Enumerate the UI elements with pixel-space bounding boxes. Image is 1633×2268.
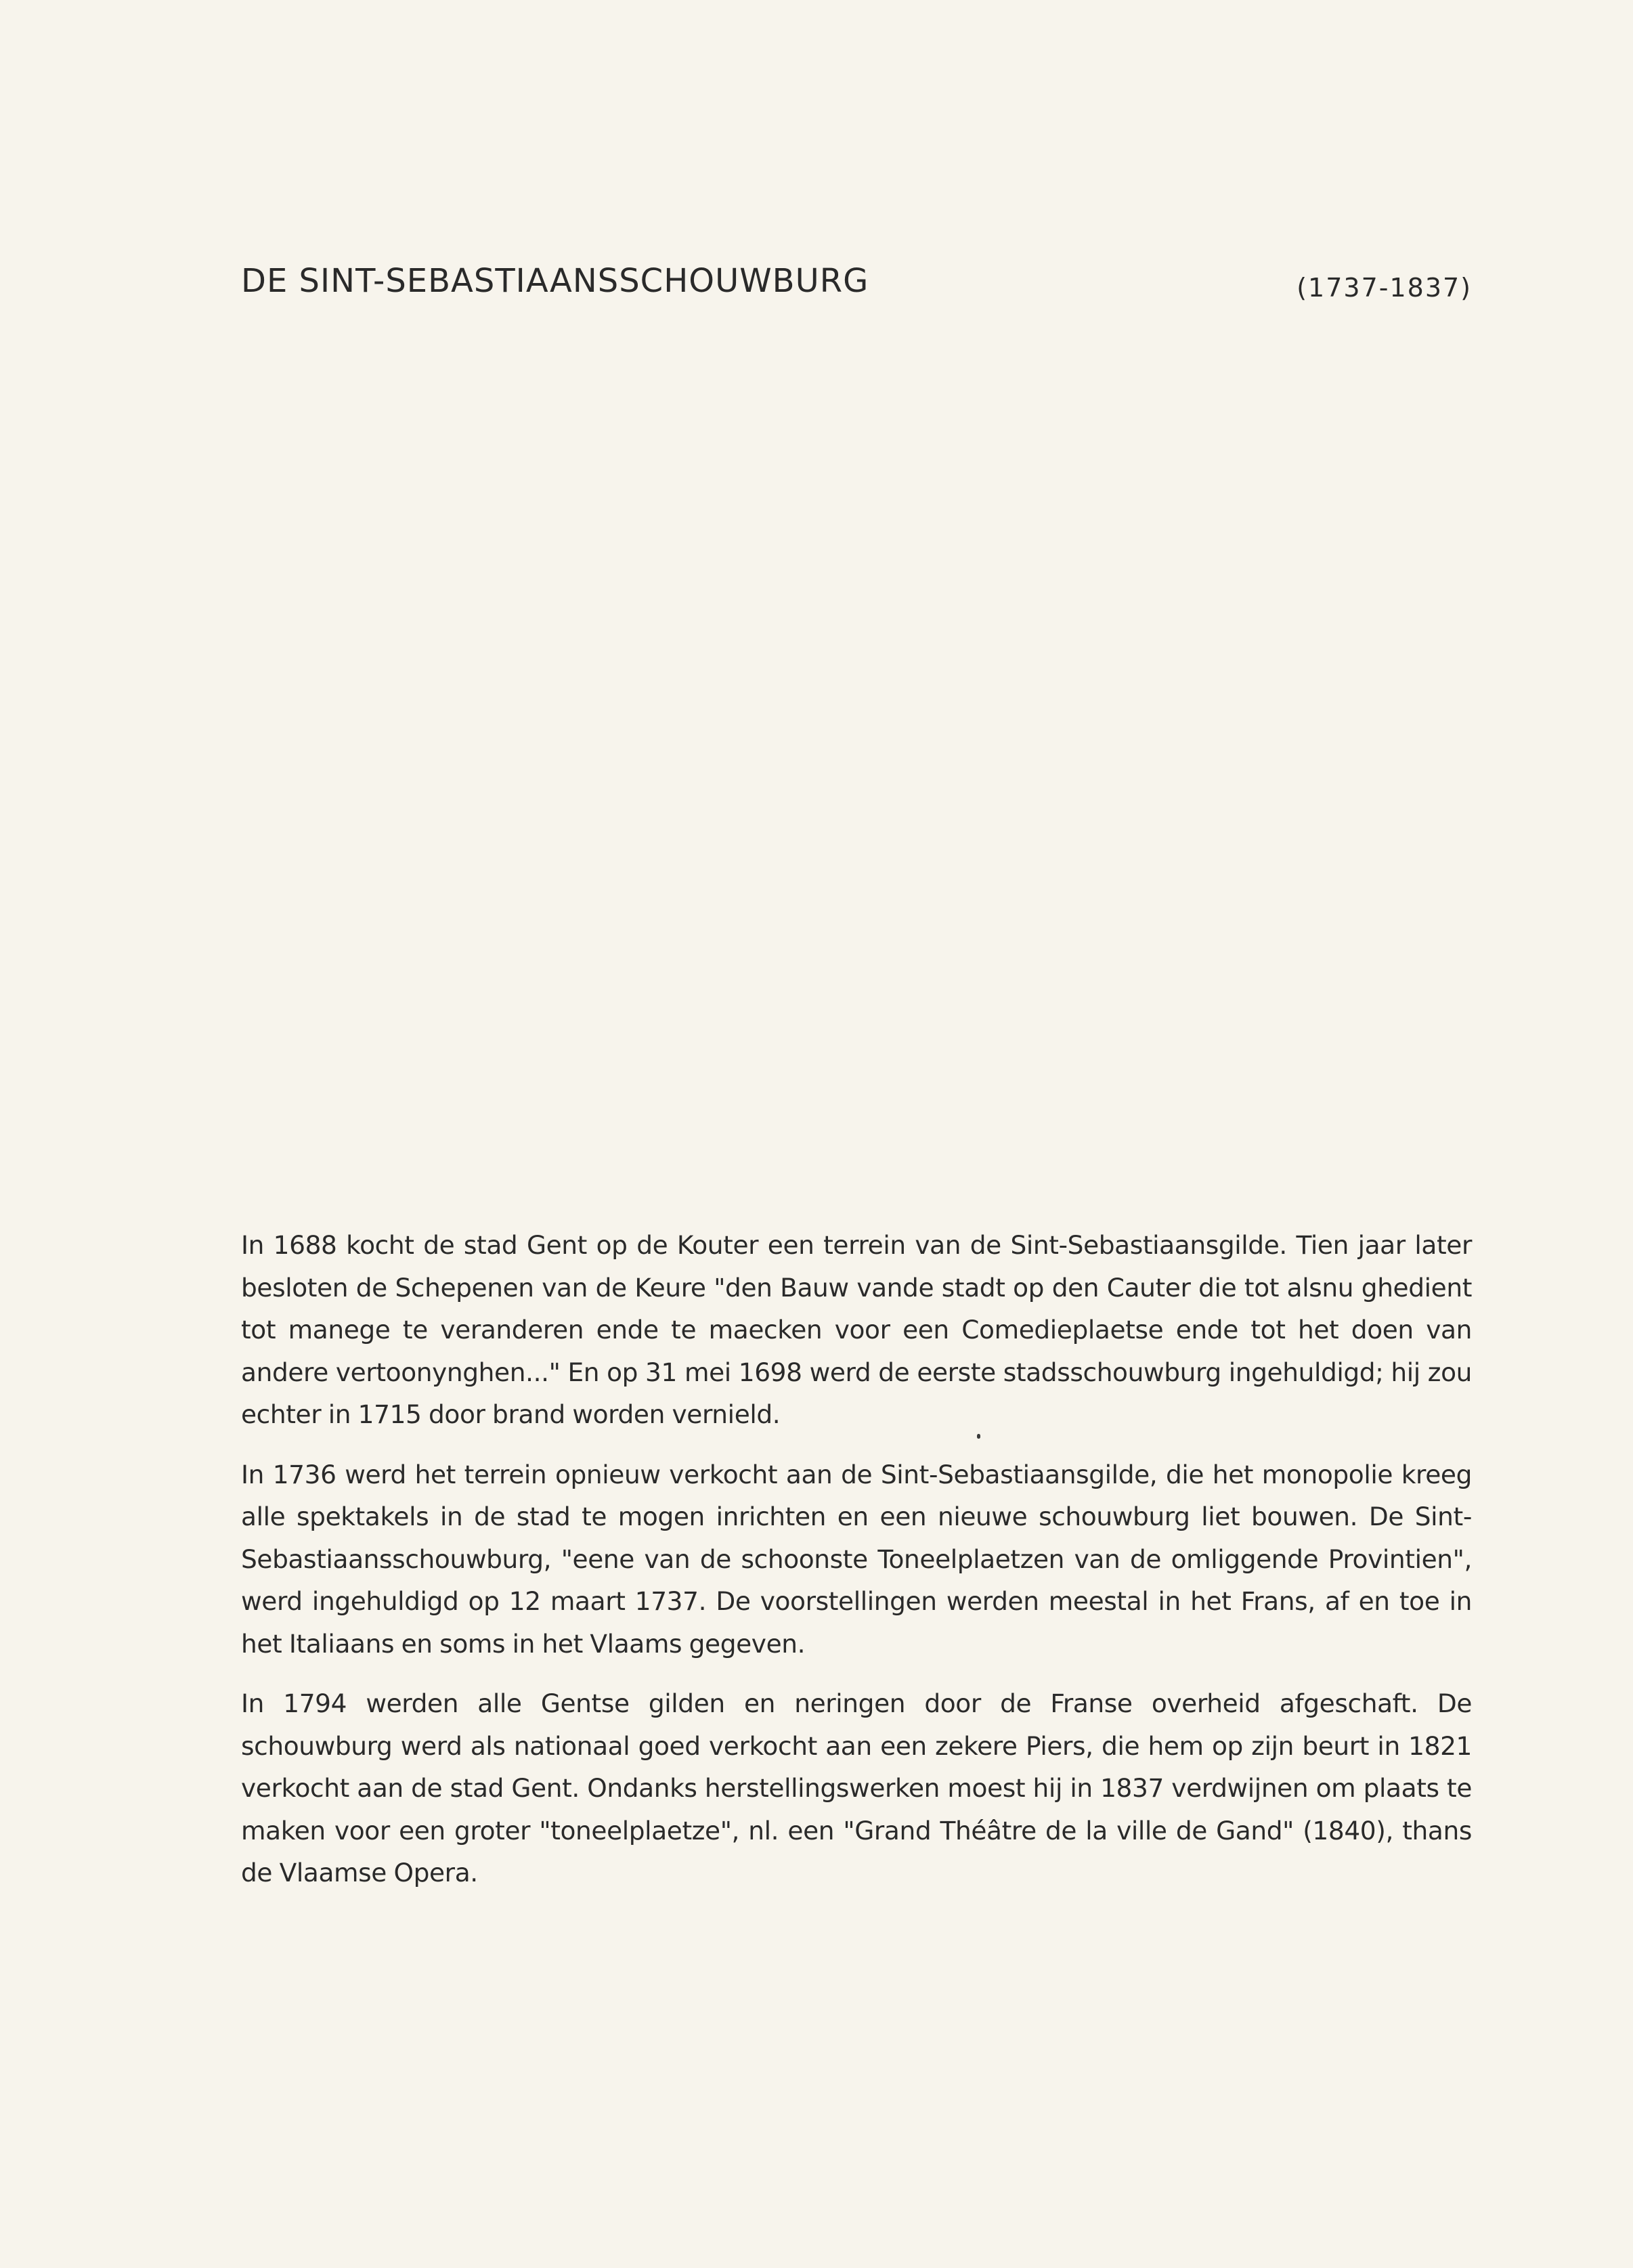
paragraph-3: In 1794 werden alle Gentse gilden en neringen door de Franse overheid afgeschaft. De schouwburg werd als nationaal goed verkocht aan een zekere Piers, die hem op zijn beurt in 1821 verkocht aan de stad Gent. Ondanks herstellingswerken moest hij in 1837 verdwijnen om plaats te maken voor een groter "toneelplaetze", nl. een "Grand Théâtre de la ville de Gand" (1840), thans de Vlaamse Opera. bbox=[241, 1688, 1472, 1888]
paragraph-1: In 1688 kocht de stad Gent op de Kouter een terrein van de Sint-Sebastiaansgilde. Tien jaar later besloten de Schepenen van de Keure "den Bauw vande stadt op den Cauter die tot alsnu ghedient tot manege te veranderen ende te maecken voor een Comedieplaetse ende tot het doen van andere vertoonynghen..." En op 31 mei 1698 werd de eerste stadsschouwburg ingehuldigd; hij zou echter in 1715 door brand worden vernield. bbox=[241, 1230, 1472, 1429]
paragraph-2: In 1736 werd het terrein opnieuw verkocht aan de Sint-Sebastiaansgilde, die het monopolie kreeg alle spektakels in de stad te mogen inrichten en een nieuwe schouwburg liet bouwen. De Sint-Sebastiaansschouwburg, "eene van de schoonste Toneelplaetzen van de omliggende Provintien", werd ingehuldigd op 12 maart 1737. De voorstellingen werden meestal in het Frans, af en toe in het Italiaans en soms in het Vlaams gegeven. bbox=[241, 1459, 1472, 1659]
body-text bbox=[241, 1224, 1472, 1912]
paper-speck bbox=[977, 1434, 980, 1439]
date-range: (1737-1837) bbox=[1297, 273, 1472, 303]
page-title: DE SINT-SEBASTIAANSSCHOUWBURG bbox=[241, 262, 869, 300]
